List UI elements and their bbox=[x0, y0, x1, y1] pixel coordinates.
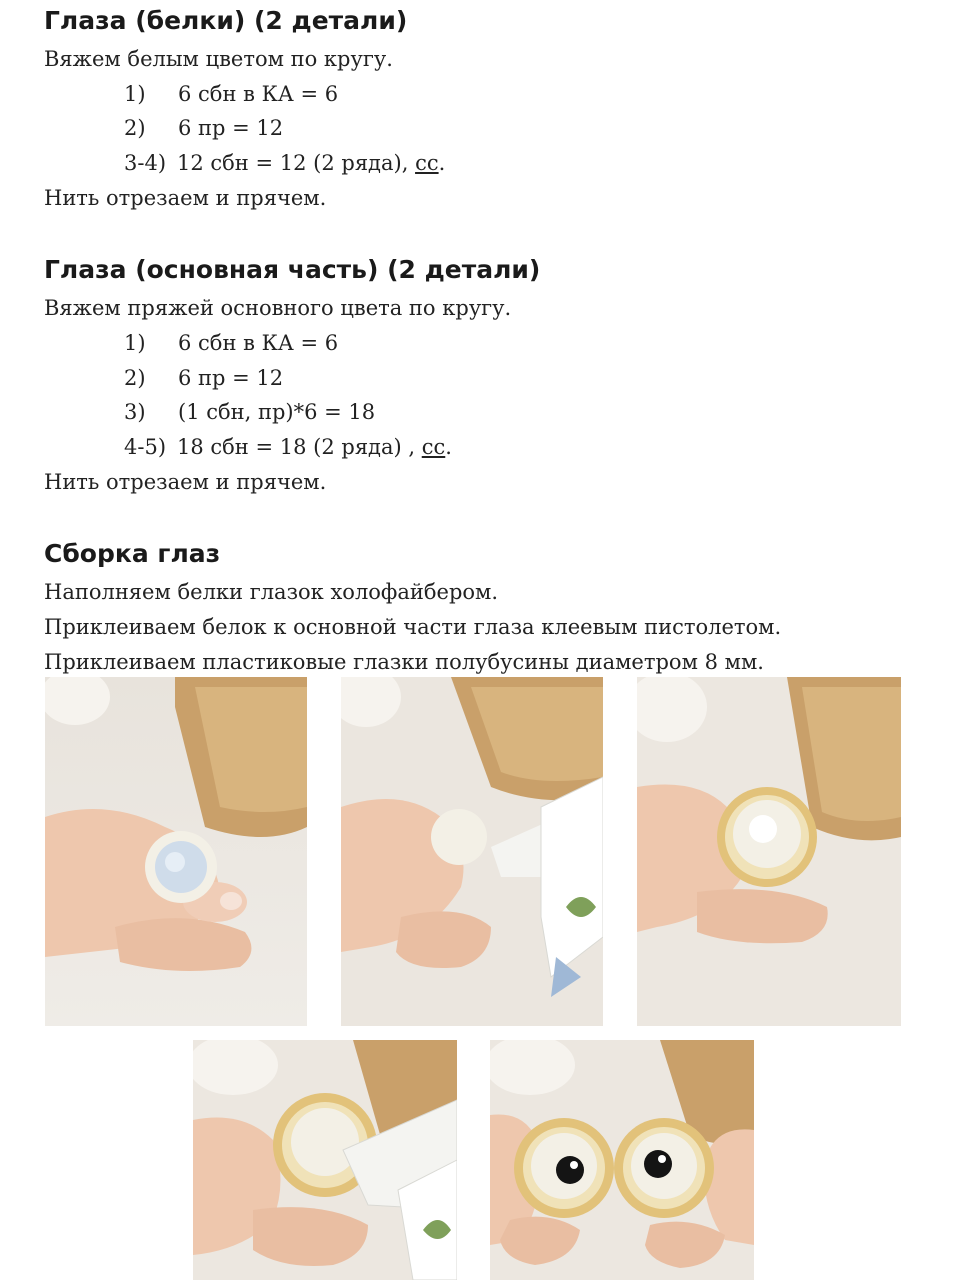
instruction-line: Приклеиваем белок к основной части глаза клеевым пистолетом. bbox=[44, 615, 782, 639]
outro-text: Нить отрезаем и прячем. bbox=[44, 470, 327, 494]
hand-holding-ball-and-glue-gun-icon bbox=[341, 677, 603, 1026]
section-title: Глаза (основная часть) (2 детали) bbox=[44, 255, 541, 284]
photo-glue-gun bbox=[341, 677, 603, 1026]
two-finished-eyes-icon bbox=[490, 1040, 754, 1280]
intro-text: Вяжем белым цветом по кругу. bbox=[44, 47, 393, 71]
hand-holding-white-disc-icon bbox=[45, 677, 307, 1026]
photo-white-disc bbox=[45, 677, 307, 1026]
abbrev-ss: сс bbox=[421, 435, 446, 459]
photo-assembled-eye bbox=[637, 677, 901, 1026]
section-title: Глаза (белки) (2 детали) bbox=[44, 6, 408, 35]
instruction-line: Наполняем белки глазок холофайбером. bbox=[44, 580, 499, 604]
abbrev-ss: сс bbox=[415, 151, 439, 175]
outro-text: Нить отрезаем и прячем. bbox=[44, 186, 327, 210]
photo-gluing-beads bbox=[193, 1040, 457, 1280]
hand-holding-assembled-eye-icon bbox=[637, 677, 901, 1026]
photo-finished-eyes bbox=[490, 1040, 754, 1280]
instruction-line: Приклеиваем пластиковые глазки полубусины диаметром 8 мм. bbox=[44, 650, 764, 674]
intro-text: Вяжем пряжей основного цвета по кругу. bbox=[44, 296, 512, 320]
gluing-pieces-icon bbox=[193, 1040, 457, 1280]
section-title: Сборка глаз bbox=[44, 539, 221, 568]
